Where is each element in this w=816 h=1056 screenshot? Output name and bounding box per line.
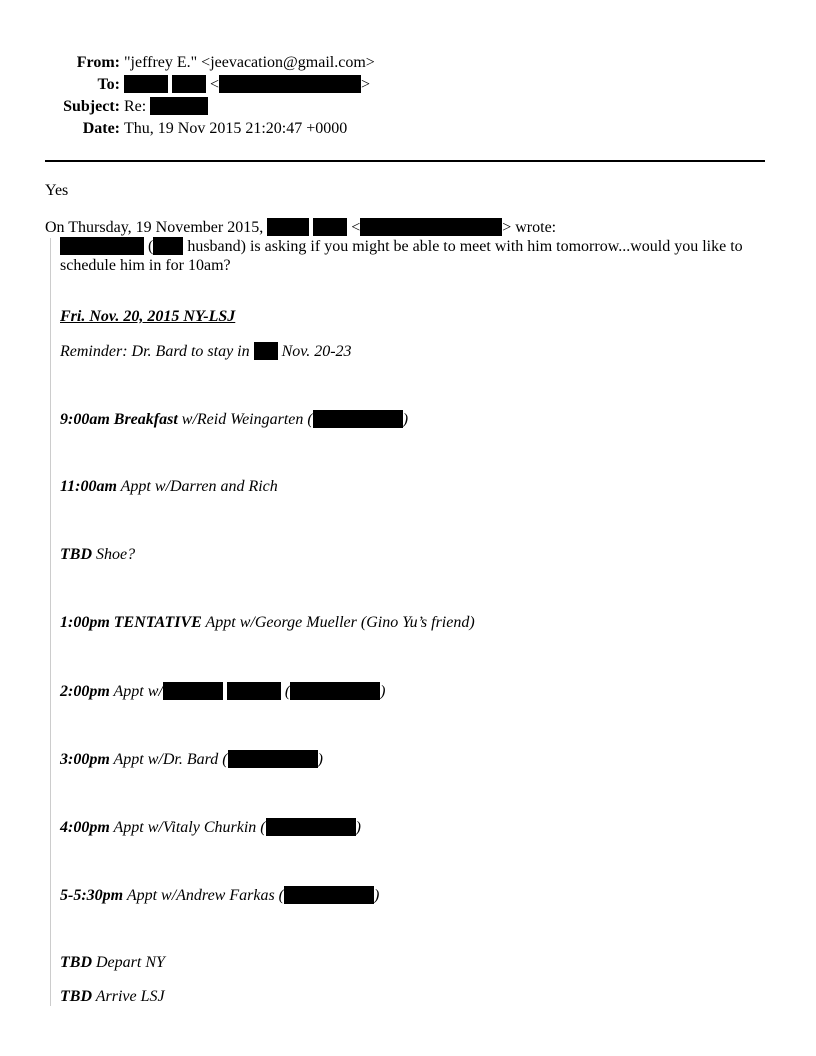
redaction xyxy=(290,682,380,700)
redaction xyxy=(284,886,374,904)
redaction xyxy=(153,237,183,255)
schedule-item: 4:00pm Appt w/Vitaly Churkin ( ) xyxy=(60,819,361,836)
schedule-item: TBD Depart NY xyxy=(60,954,165,971)
header-date-value: Thu, 19 Nov 2015 21:20:47 +0000 xyxy=(124,120,348,137)
header-divider xyxy=(45,160,765,162)
redaction xyxy=(254,342,278,360)
schedule-reminder: Reminder: Dr. Bard to stay in Nov. 20-23 xyxy=(60,343,352,360)
schedule-heading: Fri. Nov. 20, 2015 NY-LSJ xyxy=(60,308,236,325)
redaction xyxy=(227,682,281,700)
header-from-label: From: xyxy=(76,54,120,71)
schedule-item: 11:00am Appt w/Darren and Rich xyxy=(60,478,278,495)
quoted-paragraph: ( husband) is asking if you might be able to meet with him tomorrow...would you like to schedule him in for 10am? xyxy=(60,238,743,274)
header-subject-label: Subject: xyxy=(63,98,120,115)
schedule-item: 3:00pm Appt w/Dr. Bard ( ) xyxy=(60,751,323,768)
header-from-value: "jeffrey E." <jeevacation@gmail.com> xyxy=(124,54,375,71)
schedule-item: TBD Arrive LSJ xyxy=(60,988,165,1005)
redaction xyxy=(228,750,318,768)
header-to-value: < > xyxy=(124,74,370,96)
header-subject-value: Re: xyxy=(124,96,208,118)
schedule-item: 9:00am Breakfast w/Reid Weingarten ( ) xyxy=(60,411,409,428)
redaction xyxy=(60,237,144,255)
redaction xyxy=(360,218,502,236)
schedule-item: 5-5:30pm Appt w/Andrew Farkas ( ) xyxy=(60,887,380,904)
redaction xyxy=(313,218,347,236)
redaction xyxy=(313,410,403,428)
schedule-item: 1:00pm TENTATIVE Appt w/George Mueller (Gino Yu’s friend) xyxy=(60,614,475,631)
schedule-item: TBD Shoe? xyxy=(60,546,136,563)
redaction xyxy=(219,75,361,93)
reply-text: Yes xyxy=(45,182,69,199)
header-date-label: Date: xyxy=(82,120,120,137)
quote-intro: On Thursday, 19 November 2015, < > wrote: xyxy=(45,219,557,236)
header-to-label: To: xyxy=(97,76,120,93)
redaction xyxy=(163,682,223,700)
quote-bar xyxy=(50,238,51,1006)
redaction xyxy=(267,218,309,236)
schedule-item: 2:00pm Appt w/ ( ) xyxy=(60,683,386,700)
redaction xyxy=(124,75,168,93)
redaction xyxy=(150,97,208,115)
redaction xyxy=(266,818,356,836)
redaction xyxy=(172,75,206,93)
